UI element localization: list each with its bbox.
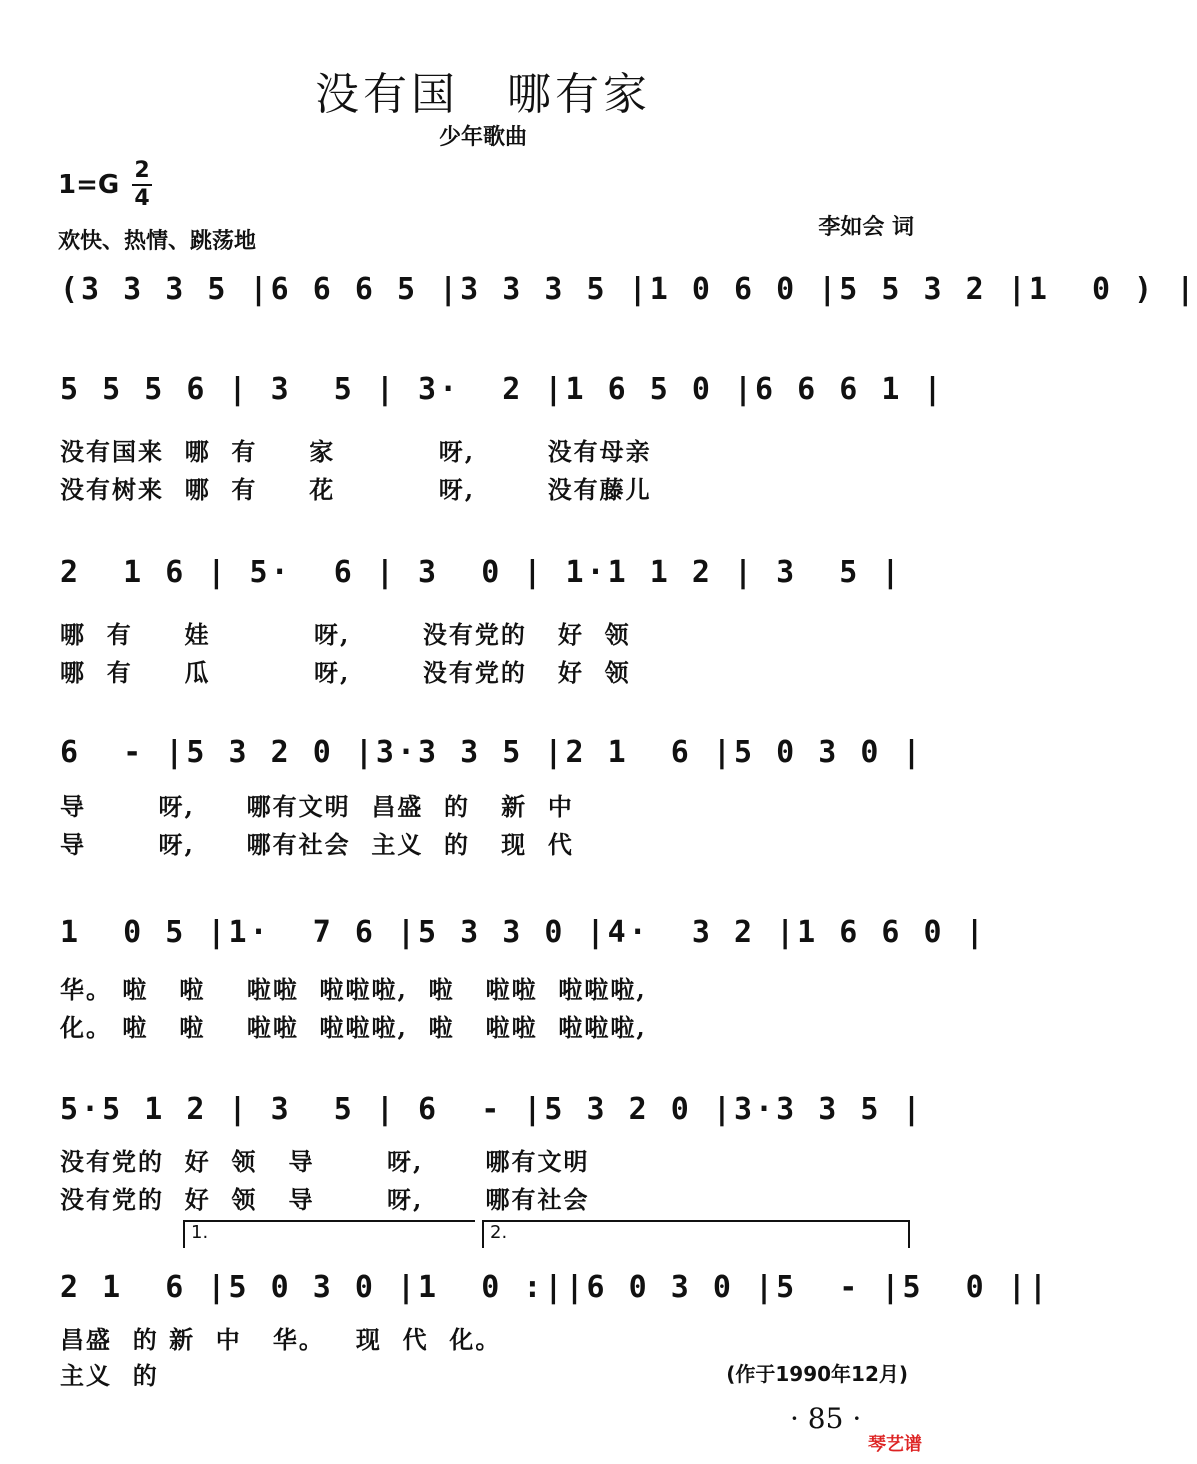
lyrics-verse-2: 主义 的 [60,1361,159,1390]
system-5 [50,915,987,1085]
lyrics-verse-2: 化。 啦 啦 啦啦 啦啦啦, 啦 啦啦 啦啦啦, [60,1013,647,1042]
composition-date: (作于1990年12月) [726,1362,908,1386]
notation-line: 5·5 1 2 | 3 5 | 6 - |5 3 2 0 |3·3 3 5 | [60,1092,924,1127]
notation-line: 6 - |5 3 2 0 |3·3 3 5 |2 1 6 |5 0 3 0 | [60,735,924,770]
lyrics-verse-1: 华。 啦 啦 啦啦 啦啦啦, 啦 啦啦 啦啦啦, [60,975,647,1004]
lyrics-verse-1: 导 呀, 哪有文明 昌盛 的 新 中 [60,792,574,821]
system-3 [50,555,926,725]
notation-line: (3 3 3 5 |6 6 6 5 |3 3 3 5 |1 0 6 0 |5 5 3 2 |1 0 ) | [60,272,1197,307]
page-number: · 85 · [790,1402,862,1435]
song-title: 没有国 哪有家 [315,69,651,120]
system-4 [50,735,926,905]
notation-line: 2 1 6 |5 0 3 0 |1 0 :||6 0 3 0 |5 - |5 0 || [60,1270,1050,1305]
volta-bracket-1 [183,1220,475,1248]
lyrics-verse-2: 没有树来 哪 有 花 呀, 没有藤儿 [60,475,652,504]
key-signature: 1=G [58,170,120,200]
volta-2-label: 2. [490,1222,508,1243]
system-2 [50,372,945,542]
lyrics-verse-2: 导 呀, 哪有社会 主义 的 现 代 [60,830,574,859]
time-top: 2 [134,158,150,183]
time-bottom: 4 [134,186,150,211]
notation-line: 5 5 5 6 | 3 5 | 3· 2 |1 6 5 0 |6 6 6 1 | [60,372,945,407]
watermark-logo: 琴艺谱 [868,1434,922,1455]
lyricist: 李如会 词 [818,215,914,240]
volta-1-label: 1. [191,1222,209,1243]
volta-bracket-2 [482,1220,910,1248]
song-subtitle: 少年歌曲 [438,125,527,150]
lyrics-verse-1: 昌盛 的 新 中 华。 现 代 化。 [60,1325,502,1354]
lyrics-verse-2: 没有党的 好 领 导 呀, 哪有社会 [60,1185,590,1214]
time-signature [132,160,152,210]
notation-line: 2 1 6 | 5· 6 | 3 0 | 1·1 1 2 | 3 5 | [60,555,903,590]
lyrics-verse-1: 没有国来 哪 有 家 呀, 没有母亲 [60,437,652,466]
lyrics-verse-2: 哪 有 瓜 呀, 没有党的 好 领 [60,658,631,687]
lyrics-verse-1: 没有党的 好 领 导 呀, 哪有文明 [60,1147,590,1176]
tempo-marking: 欢快、热情、跳荡地 [58,229,257,254]
lyrics-verse-1: 哪 有 娃 呀, 没有党的 好 领 [60,620,631,649]
notation-line: 1 0 5 |1· 7 6 |5 3 3 0 |4· 3 2 |1 6 6 0 | [60,915,987,950]
